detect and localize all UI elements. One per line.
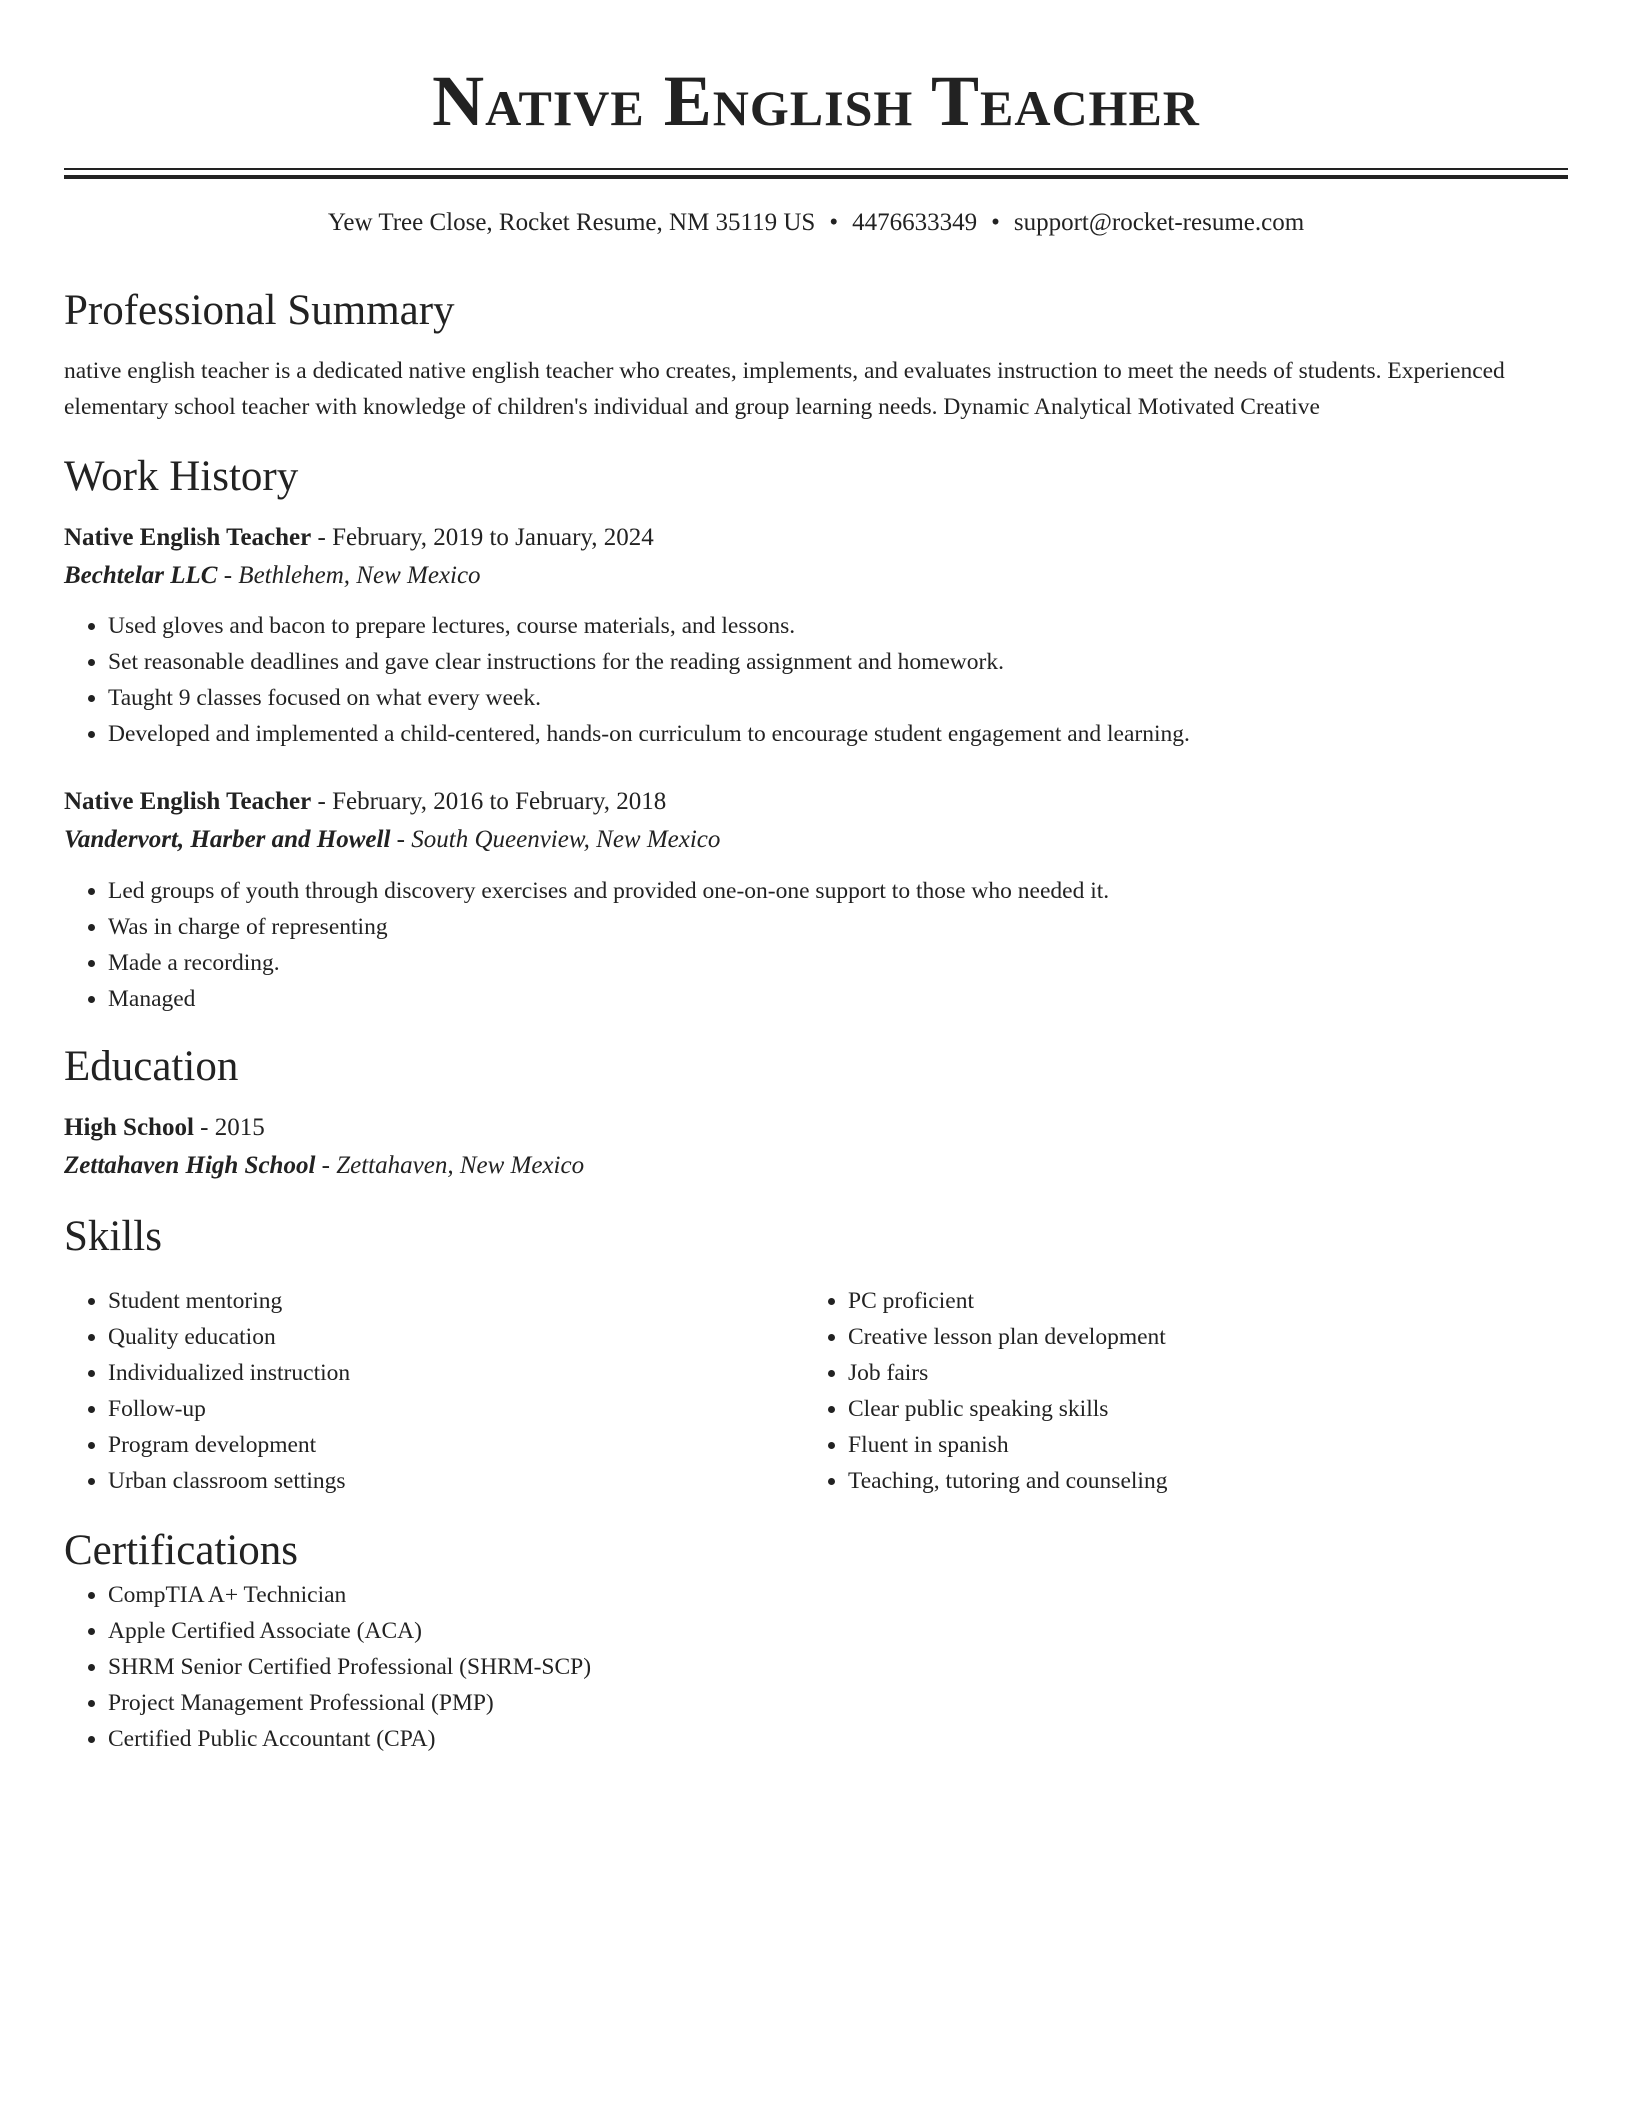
skill-item: • Clear public speaking skills xyxy=(848,1391,1544,1427)
education-entry xyxy=(64,1109,1568,1185)
skill-item: • Student mentoring xyxy=(108,1283,804,1319)
skill-item: • Fluent in spanish xyxy=(848,1427,1544,1463)
education-heading: Education xyxy=(64,1043,239,1090)
resume-title: Native English Teacher xyxy=(432,61,1200,141)
job-bullet: • Set reasonable deadlines and gave clear instructions for the reading assignment and homework. xyxy=(108,644,1568,680)
contact-line xyxy=(64,207,1568,239)
skills-column-right xyxy=(804,1283,1544,1499)
job-bullet: • Used gloves and bacon to prepare lectures, course materials, and lessons. xyxy=(108,608,1568,644)
skill-item: • Job fairs xyxy=(848,1355,1544,1391)
job-bullet: • Led groups of youth through discovery exercises and provided one-on-one support to those who needed it. xyxy=(108,873,1568,909)
graduation-year: - 2015 xyxy=(193,1114,265,1141)
employer-line xyxy=(64,821,1568,859)
certification-item: • Project Management Professional (PMP) xyxy=(108,1685,1568,1721)
skill-item: • PC proficient xyxy=(848,1283,1544,1319)
summary-text: native english teacher is a dedicated native english teacher who creates, implements, and evaluates instruction to meet the needs of students. Experienced elementary school teacher with knowledge of children's individual and group learning needs. Dynamic Analytical Motivated Creative xyxy=(64,358,1505,420)
degree: High School xyxy=(64,1114,194,1141)
resume-page xyxy=(64,0,1568,1757)
certifications-list xyxy=(64,1577,1568,1757)
skill-item: • Urban classroom settings xyxy=(108,1463,804,1499)
job-bullet: • Was in charge of representing xyxy=(108,909,1568,945)
certification-item: • Apple Certified Associate (ACA) xyxy=(108,1613,1568,1649)
employer-location: - Bethlehem, New Mexico xyxy=(217,562,481,589)
skill-item: • Follow-up xyxy=(108,1391,804,1427)
contact-address: Yew Tree Close, Rocket Resume, NM 35119 US xyxy=(327,209,816,236)
employer-name: Vandervort, Harber and Howell xyxy=(64,826,391,853)
contact-separator: • xyxy=(829,209,839,236)
job-bullets xyxy=(64,608,1568,752)
employer-line xyxy=(64,557,1568,595)
degree-line xyxy=(64,1109,1568,1147)
contact-separator: • xyxy=(991,209,1000,236)
skill-item: • Quality education xyxy=(108,1319,804,1355)
job-bullet: • Taught 9 classes focused on what every week. xyxy=(108,680,1568,716)
school-name: Zettahaven High School xyxy=(64,1152,316,1179)
job-bullet: • Made a recording. xyxy=(108,945,1568,981)
job-bullets xyxy=(64,873,1568,1017)
job-dates: - February, 2016 to February, 2018 xyxy=(311,788,667,815)
job-entry xyxy=(64,783,1568,1017)
skill-item: • Teaching, tutoring and counseling xyxy=(848,1463,1544,1499)
skill-item: • Individualized instruction xyxy=(108,1355,804,1391)
job-bullet: • Managed xyxy=(108,981,1568,1017)
skill-item: • Creative lesson plan development xyxy=(848,1319,1544,1355)
certification-item: • SHRM Senior Certified Professional (SHRM-SCP) xyxy=(108,1649,1568,1685)
summary-heading: Professional Summary xyxy=(64,287,455,334)
job-bullet: • Developed and implemented a child-centered, hands-on curriculum to encourage student engagement and learning. xyxy=(108,716,1568,752)
skill-item: • Program development xyxy=(108,1427,804,1463)
title-double-rule xyxy=(64,168,1568,179)
job-dates: - February, 2019 to January, 2024 xyxy=(311,524,654,551)
job-title: Native English Teacher xyxy=(64,524,312,551)
skills-heading: Skills xyxy=(64,1213,162,1260)
employer-name: Bechtelar LLC xyxy=(64,562,218,589)
job-title-line xyxy=(64,519,1568,557)
skills-list xyxy=(64,1283,804,1499)
certifications-heading: Certifications xyxy=(64,1527,299,1574)
school-location: - Zettahaven, New Mexico xyxy=(315,1152,585,1179)
contact-phone: 4476633349 xyxy=(852,209,978,236)
job-entry xyxy=(64,519,1568,752)
work-history-heading: Work History xyxy=(64,453,299,500)
certification-item: • CompTIA A+ Technician xyxy=(108,1577,1568,1613)
skills-column-left xyxy=(64,1283,804,1499)
skills-columns xyxy=(64,1283,1568,1499)
certification-item: • Certified Public Accountant (CPA) xyxy=(108,1721,1568,1757)
skills-list xyxy=(804,1283,1544,1499)
school-line xyxy=(64,1147,1568,1185)
job-title: Native English Teacher xyxy=(64,788,312,815)
job-title-line xyxy=(64,783,1568,821)
contact-email: support@rocket-resume.com xyxy=(1013,209,1305,236)
employer-location: - South Queenview, New Mexico xyxy=(390,826,721,853)
